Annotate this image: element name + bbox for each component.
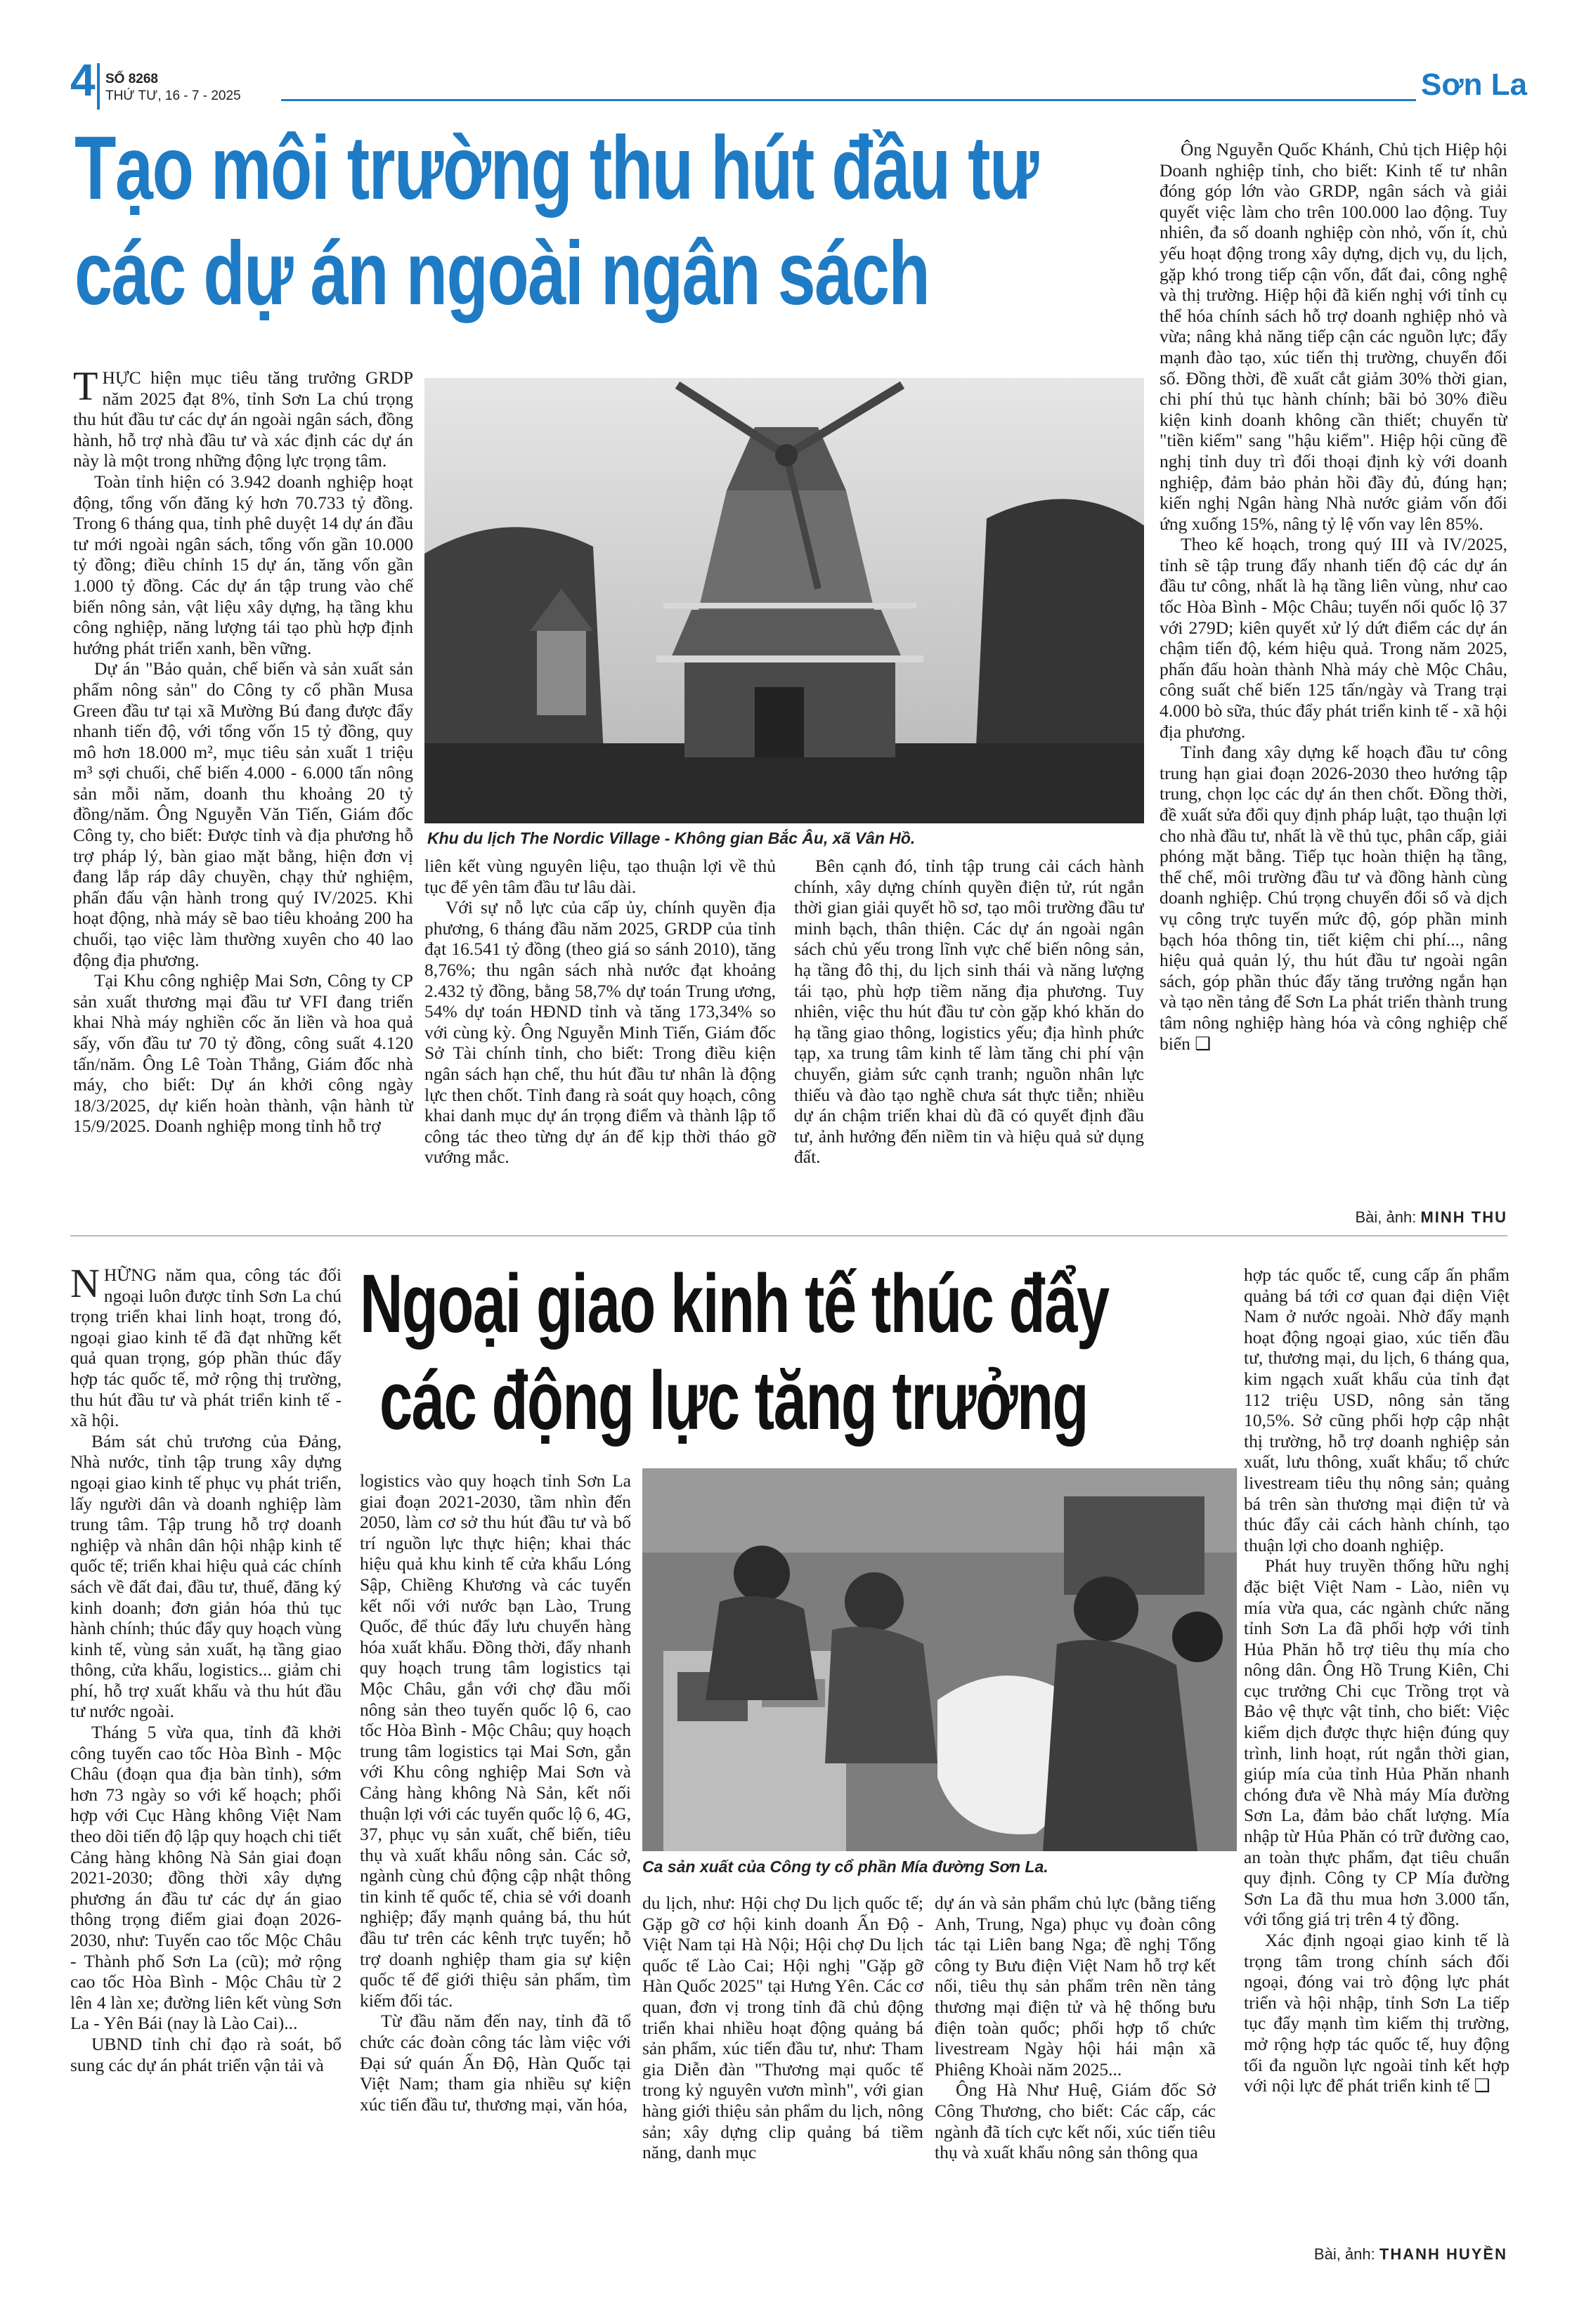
header-rule [281,99,1416,101]
article2-byline-prefix: Bài, ảnh: [1313,2245,1375,2263]
article-divider [70,1235,1507,1236]
article2-paragraph: Bám sát chủ trương của Đảng, Nhà nước, tỉnh tập trung xây dựng ngoại giao kinh tế phục vụ phát triển, lấy người dân và doanh nghiệp làm trung tâm. Tập trung hỗ trợ doanh nghiệp và nhân dân hội nhập kinh tế quốc tế; triển khai hiệu quả các chính sách về đất đai, đầu tư, thuế, đăng ký kinh doanh; đơn giản hóa thủ tục hành chính; thúc đẩy quy hoạch vùng kinh tế, vùng sản xuất, hạ tầng giao thông, cửa khẩu, logistics... giảm chi phí, hỗ trợ xuất khẩu và thu hút đầu tư nước ngoài. [70,1430,342,1722]
article2-paragraph: Tháng 5 vừa qua, tỉnh đã khởi công tuyến cao tốc Hòa Bình - Mộc Châu (đoạn qua địa bàn tỉnh), sớm hơn 73 ngày so với kế hoạch; phối hợp với Cục Hàng không Việt Nam theo dõi tiến độ lập quy hoạch chi tiết Cảng hàng không Nà Sản giai đoạn 2021-2030; đồng thời xây dựng phương án đầu tư các dự án giao thông trọng điểm giai đoạn 2026-2030, như: Tuyến cao tốc Mộc Châu - Thành phố Sơn La (cũ); mở rộng cao tốc Hòa Bình - Mộc Châu từ 2 lên 4 làn xe; đường liên kết vùng Sơn La - Yên Bái (nay là Lào Cai)... [70,1722,342,2034]
article2-column-3 [642,1893,923,2262]
article2-paragraph: UBND tỉnh chỉ đạo rà soát, bổ sung các dự án phát triển vận tải và [70,2033,342,2075]
article1-paragraph: Ông Nguyễn Quốc Khánh, Chủ tịch Hiệp hội Doanh nghiệp tỉnh, cho biết: Kinh tế tư nhân đóng góp lớn vào GRDP, ngân sách và giải quyết việc làm cho trên 100.000 lao động. Tuy nhiên, đa số doanh nghiệp còn nhỏ, vốn ít, chủ yếu hoạt động trong xây dựng, dịch vụ, du lịch, gặp khó trong tiếp cận vốn, đất đai, công nghệ và thị trường. Hiệp hội đã kiến nghị với tỉnh cụ thể hóa chính sách hỗ trợ doanh nghiệp nhỏ và vừa; nâng khả năng tiếp cận các nguồn lực; đẩy mạnh đào tạo, xúc tiến thị trường, chuyển đổi số. Đồng thời, đề xuất cắt giảm 30% thời gian, chi phí thủ tục hành chính; bãi bỏ 30% điều kiện kinh doanh không cần thiết; chuyển từ "tiền kiểm" sang "hậu kiểm". Hiệp hội cũng đề nghị tỉnh duy trì đối thoại định kỳ với doanh nghiệp, đảm bảo phản hồi đầy đủ, đúng hạn; kiến nghị Ngân hàng Nhà nước giảm vốn đối ứng xuống 15%, nâng tỷ lệ vốn vay lên 85%. [1160,139,1507,534]
article1-dropcap: T [73,367,98,409]
page-number: 4 [70,55,96,105]
article2-column-5 [1244,1265,1509,2241]
article1-title-line1: Tạo môi trường thu hút đầu tư [74,118,1038,218]
article2-column-2 [360,1470,631,2262]
article2-column-4 [935,1893,1216,2262]
article2-paragraph: logistics vào quy hoạch tỉnh Sơn La giai đoạn 2021-2030, tầm nhìn đến 2050, làm cơ sở thu hút đầu tư và bố trí nguồn lực thực hiện; khai thác hiệu quả khu kinh tế cửa khẩu Lóng Sập, Chiềng Khương và các tuyến kết nối với nước bạn Lào, Trung Quốc, để thúc đẩy lưu chuyển hàng hóa xuất khẩu. Đồng thời, đẩy nhanh quy hoạch trung tâm logistics tại Mộc Châu, gắn với chợ đầu mối nông sản theo tuyến quốc lộ 6, cao tốc Hòa Bình - Mộc Châu; quy hoạch trung tâm logistics tại Mai Sơn, gắn với Khu công nghiệp Mai Sơn và Cảng hàng không Nà Sản, kết nối thuận lợi với các tuyến quốc lộ 6, 4G, 37, phục vụ sản xuất, chế biến, tiêu thụ và xuất khẩu nông sản. Các sở, ngành cùng chủ động cập nhật thông tin kinh tế quốc tế, chia sẻ với doanh nghiệp; đẩy mạnh quảng bá, thu hút đầu tư trên các kênh trực tuyến; hỗ trợ doanh nghiệp tham gia sự kiện quốc tế để giới thiệu sản phẩm, tìm kiếm đối tác. [360,1470,631,2011]
article1-paragraph: Theo kế hoạch, trong quý III và IV/2025, tỉnh sẽ tập trung đẩy nhanh tiến độ các dự án đầu tư công, nhất là hạ tầng liên vùng, như cao tốc Hòa Bình - Mộc Châu; tuyến nối quốc lộ 37 với 279D; kiên quyết xử lý dứt điểm các dự án chậm tiến độ, kém hiệu quả. Trong năm 2025, phấn đấu hoàn thành Nhà máy chè Mộc Châu, công suất chế biến 125 tấn/ngày và Trang trại 4.000 bò sữa, thúc đẩy phát triển kinh tế - xã hội địa phương. [1160,534,1507,742]
article2-paragraph: Xác định ngoại giao kinh tế là trọng tâm trong chính sách đối ngoại, đóng vai trò động lực phát triển và hội nhập, tỉnh Sơn La tiếp tục đẩy mạnh tìm kiếm thị trường, mở rộng hợp tác quốc tế, huy động tối đa nguồn lực ngoài tỉnh kết hợp với nội lực để phát triển kinh tế ❑ [1244,1930,1509,2096]
article1-title-line2: các dự án ngoài ngân sách [74,223,930,324]
article2-paragraph: dự án và sản phẩm chủ lực (bằng tiếng Anh, Trung, Nga) phục vụ đoàn công tác tại Liên bang Nga; đề nghị Tổng công ty Bưu điện Việt Nam hỗ trợ kết nối, tiêu thụ sản phẩm trên nền tảng thương mại điện tử và hệ thống bưu điện toàn quốc; phối hợp tổ chức livestream Ngày hội hái mận xã Phiêng Khoài năm 2025... [935,1893,1216,2080]
article1-photo-caption: Khu du lịch The Nordic Village - Không gian Bắc Âu, xã Vân Hồ. [427,829,916,847]
article1-paragraph: Toàn tỉnh hiện có 3.942 doanh nghiệp hoạt động, tổng vốn đăng ký hơn 70.733 tỷ đồng. Trong 6 tháng qua, tỉnh phê duyệt 14 dự án đầu tư mới ngoài ngân sách, tổng vốn gần 10.000 tỷ đồng; điều chỉnh 15 dự án, tăng vốn gần 1.000 tỷ đồng. Các dự án tập trung vào chế biến nông sản, vật liệu xây dựng, hạ tầng khu công nghiệp, năng lượng tái tạo phù hợp định hướng phát triển xanh, bền vững. [73,471,413,658]
article2-byline [1265,2245,1507,2264]
article1-byline [1335,1208,1507,1227]
article1-paragraph: Với sự nỗ lực của cấp ủy, chính quyền địa phương, 6 tháng đầu năm 2025, GRDP của tỉnh đạt 16.541 tỷ đồng (theo giá so sánh 2010), tăng 8,76%; thu ngân sách nhà nước đạt khoảng 2.432 tỷ đồng, bằng 58,7% dự toán Trung ương, 54% dự toán HĐND tỉnh và tăng 173,34% so với cùng kỳ. Ông Nguyễn Minh Tiến, Giám đốc Sở Tài chính tỉnh, cho biết: Trong điều kiện ngân sách hạn chế, thu hút đầu tư nhân là động lực then chốt. Tỉnh đang rà soát quy hoạch, công khai danh mục dự án trọng điểm và thành lập tổ công tác theo từng dự án để kịp thời tháo gỡ vướng mắc. [424,897,776,1168]
article2-photo [642,1468,1237,1851]
article1-column-3 [794,856,1144,1229]
issue-number: SỐ 8268 [105,72,158,86]
article2-title-line2: các động lực tăng trưởng [379,1354,1088,1447]
article1-paragraph: Dự án "Bảo quản, chế biến và sản xuất sản phẩm nông sản" do Công ty cổ phần Musa Green đầu tư tại xã Mường Bú đang được đẩy nhanh tiến độ, với tổng vốn 15 tỷ đồng, quy mô hơn 18.000 m², mục tiêu sản xuất 1 triệu m³ sợi chuối, chế biến 4.000 - 6.000 tấn nông sản mỗi năm, doanh thu khoảng 20 tỷ đồng/năm. Ông Nguyễn Văn Tiến, Giám đốc Công ty, cho biết: Được tỉnh và địa phương hỗ trợ pháp lý, bàn giao mặt bằng, hiện đơn vị đang lắp ráp dây chuyền, chạy thử nghiệm, phấn đấu vận hành trong quý IV/2025. Khi hoạt động, nhà máy sẽ bao tiêu khoảng 200 ha chuối, tạo việc làm thường xuyên cho 40 lao động địa phương. [73,658,413,970]
windmill-photo-icon [424,378,1144,823]
article1-paragraph: Bên cạnh đó, tỉnh tập trung cải cách hành chính, xây dựng chính quyền điện tử, rút ngắn thời gian giải quyết hồ sơ, tạo môi trường đầu tư minh bạch, thân thiện. Các dự án ngoài ngân sách chủ yếu trong lĩnh vực chế biến nông sản, hạ tầng đô thị, du lịch sinh thái và năng lượng tái tạo, phù hợp tiềm năng địa phương. Tuy nhiên, việc thu hút đầu tư còn gặp khó khăn do hạ tầng giao thông, logistics yếu; địa hình phức tạp, xa trung tâm kinh tế làm tăng chi phí vận chuyển, giảm sức cạnh tranh; nguồn nhân lực thiếu và đào tạo nghề chưa sát thực tiễn; nhiều dự án chậm triển khai dù đã có quyết định đầu tư, ảnh hưởng đến niềm tin và hiệu quả sử dụng đất. [794,856,1144,1168]
article2-dropcap: N [70,1265,100,1306]
article1-byline-prefix: Bài, ảnh: [1355,1208,1417,1226]
article1-byline-author: MINH THU [1420,1208,1507,1226]
article2-paragraph: hợp tác quốc tế, cung cấp ấn phẩm quảng bá tới cơ quan đại diện Việt Nam ở nước ngoài. Nhờ đẩy mạnh hoạt động ngoại giao, xúc tiến đầu tư, thương mại, du lịch, 6 tháng qua, kim ngạch xuất khẩu của tỉnh đạt 112 triệu USD, nông sản tăng 10,5%. Sở cũng phối hợp cập nhật thị trường, hỗ trợ doanh nghiệp sản xuất, lưu thông, xuất khẩu; tổ chức livestream tiêu thụ nông sản; quảng bá trên sàn thương mại điện tử và thúc đẩy cải cách hành chính, tạo thuận lợi cho doanh nghiệp. [1244,1265,1509,1555]
article2-column-1 [70,1265,342,2262]
section-name: Sơn La [1421,67,1528,102]
article2-photo-caption: Ca sản xuất của Công ty cổ phần Mía đường Sơn La. [642,1858,1048,1876]
article2-paragraph: du lịch, như: Hội chợ Du lịch quốc tế; Gặp gỡ cơ hội kinh doanh Ấn Độ - Việt Nam tại Hà Nội; Hội chợ Du lịch quốc tế Lào Cai; Hội nghị "Gặp gỡ Hàn Quốc 2025" tại Hưng Yên. Các cơ quan, đơn vị trong tỉnh đã chủ động triển khai nhiều hoạt động quảng bá sản phẩm, xúc tiến đầu tư, như: Tham gia Diễn đàn "Thương mại quốc tế trong kỷ nguyên vươn mình", với gian hàng giới thiệu sản phẩm du lịch, nông sản; xây dựng clip quảng bá tiềm năng, danh mục [642,1893,923,2163]
article1-column-1 [73,367,413,1229]
article2-title-line1: Ngoại giao kinh tế thúc đẩy [360,1258,1109,1350]
article2-paragraph: Ông Hà Như Huệ, Giám đốc Sở Công Thương, cho biết: Các cấp, các ngành đã tích cực kết nối, xúc tiến tiêu thụ và xuất khẩu nông sản thông qua [935,2080,1216,2163]
article1-paragraph: Tại Khu công nghiệp Mai Sơn, Công ty CP sản xuất thương mại đầu tư VFI đang triển khai Nhà máy nghiền cốc ăn liền và hoa quả sấy, vốn đầu tư 70 tỷ đồng, công suất 4.120 tấn/năm. Ông Lê Toàn Thắng, Giám đốc nhà máy, cho biết: Dự án khởi công ngày 18/3/2025, dự kiến hoàn thành, vận hành từ 15/9/2025. Doanh nghiệp mong tỉnh hỗ trợ [73,970,413,1137]
header-left-rule [97,63,100,110]
article1-paragraph: Tỉnh đang xây dựng kế hoạch đầu tư công trung hạn giai đoạn 2026-2030 theo hướng tập trung, chọn lọc các dự án then chốt. Đồng thời, đề xuất sửa đổi quy định pháp luật, tạo thuận lợi cho nhà đầu tư, nhất là về thủ tục, phân cấp, giải phóng mặt bằng. Tiếp tục hoàn thiện hạ tầng, thể chế, môi trường đầu tư và đồng hành cùng doanh nghiệp. Chú trọng chuyển đổi số và dịch vụ công trực tuyến mức độ, góp phần minh bạch hóa thông tin, tiết kiệm chi phí..., nâng hiệu quả quản lý, thu hút đầu tư ngoài ngân sách, góp phần thúc đẩy tăng trưởng ngắn hạn và tạo nền tảng để Sơn La phát triển thành trung tâm nông nghiệp hàng hóa và công nghiệp chế biến ❑ [1160,742,1507,1054]
article1-column-2 [424,856,776,1229]
article1-paragraph: liên kết vùng nguyên liệu, tạo thuận lợi về thủ tục để yên tâm đầu tư lâu dài. [424,856,776,897]
article1-paragraph: HỰC hiện mục tiêu tăng trưởng GRDP năm 2025 đạt 8%, tỉnh Sơn La chú trọng thu hút đầu tư các dự án ngoài ngân sách, đồng hành, hỗ trợ nhà đầu tư và xác định các dự án này là một trong những động lực trọng tâm. [73,367,413,471]
article1-column-4 [1160,139,1507,1207]
article2-paragraph: Phát huy truyền thống hữu nghị đặc biệt Việt Nam - Lào, niên vụ mía vừa qua, các ngành chức năng tỉnh Sơn La đã phối hợp với tỉnh Hủa Phăn hỗ trợ tiêu thụ mía cho nông dân. Ông Hồ Trung Kiên, Chi cục trưởng Chi cục Trồng trọt và Bảo vệ thực vật tỉnh, cho biết: Việc kiểm dịch được thực hiện đúng quy trình, linh hoạt, rút ngắn thời gian, giúp mía của tỉnh Hủa Phăn nhanh chóng đưa về Nhà máy Mía đường Sơn La, đảm bảo chất lượng. Mía nhập từ Hủa Phăn có trữ đường cao, an toàn thực phẩm, đạt tiêu chuẩn quy định. Công ty CP Mía đường Sơn La đã thu mua hơn 3.000 tấn, với tổng giá trị trên 4 tỷ đồng. [1244,1555,1509,1930]
issue-date: THỨ TƯ, 16 - 7 - 2025 [105,89,241,103]
factory-workers-photo-icon [642,1468,1237,1851]
article2-paragraph: Từ đầu năm đến nay, tỉnh đã tổ chức các đoàn công tác làm việc với Đại sứ quán Ấn Độ, Hàn Quốc tại Việt Nam; tham gia nhiều sự kiện xúc tiến đầu tư, thương mại, văn hóa, [360,2011,631,2115]
article1-photo [424,378,1144,823]
article2-byline-author: THANH HUYỀN [1379,2245,1507,2263]
article2-paragraph: HỮNG năm qua, công tác đối ngoại luôn được tỉnh Sơn La chú trọng triển khai linh hoạt, trong đó, ngoại giao kinh tế đã đạt những kết quả quan trọng, góp phần thúc đẩy hợp tác quốc tế, mở rộng thị trường, thu hút đầu tư và phát triển kinh tế - xã hội. [70,1265,342,1431]
